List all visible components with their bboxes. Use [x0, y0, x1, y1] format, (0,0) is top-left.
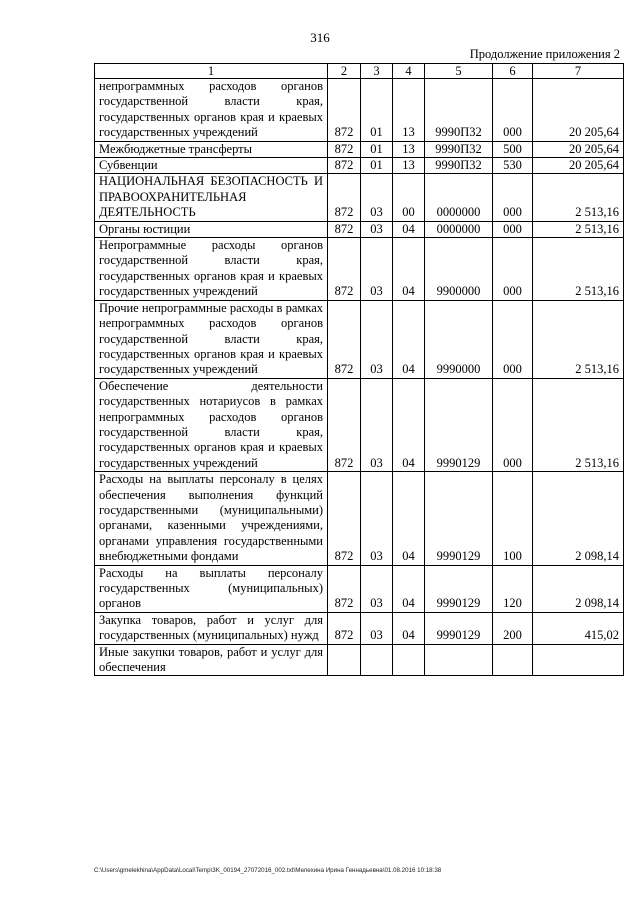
row-subsection-cell: 13 — [393, 158, 425, 174]
row-section-cell: 03 — [361, 174, 393, 221]
row-section-cell: 01 — [361, 79, 393, 142]
row-target-article-cell: 0000000 — [425, 221, 493, 237]
row-expense-type-cell: 000 — [493, 238, 533, 301]
header-cell: 3 — [361, 64, 393, 79]
row-section-cell: 03 — [361, 565, 393, 612]
row-section-cell: 03 — [361, 612, 393, 644]
row-expense-type-cell: 500 — [493, 141, 533, 157]
header-cell: 5 — [425, 64, 493, 79]
row-subsection-cell: 13 — [393, 141, 425, 157]
row-grbs-cell: 872 — [328, 565, 361, 612]
row-amount-cell: 2 513,16 — [533, 174, 624, 221]
row-amount-cell: 20 205,64 — [533, 141, 624, 157]
row-subsection-cell: 13 — [393, 79, 425, 142]
header-cell: 6 — [493, 64, 533, 79]
table-row — [95, 644, 624, 676]
row-section-cell: 03 — [361, 472, 393, 565]
header-cell: 7 — [533, 64, 624, 79]
row-target-article-cell: 9990129 — [425, 472, 493, 565]
row-grbs-cell — [328, 644, 361, 676]
row-amount-cell: 20 205,64 — [533, 79, 624, 142]
header-cell: 1 — [95, 64, 328, 79]
row-target-article-cell: 9900000 — [425, 238, 493, 301]
row-grbs-cell: 872 — [328, 612, 361, 644]
row-amount-cell: 2 098,14 — [533, 472, 624, 565]
row-grbs-cell: 872 — [328, 174, 361, 221]
budget-table — [94, 63, 624, 676]
row-target-article-cell: 9990П32 — [425, 158, 493, 174]
table-row — [95, 79, 624, 142]
row-name-cell: Органы юстиции — [95, 221, 328, 237]
row-name-cell: Расходы на выплаты персоналу государственных (муниципальных) органов — [95, 565, 328, 612]
row-amount-cell: 2 098,14 — [533, 565, 624, 612]
row-target-article-cell: 0000000 — [425, 174, 493, 221]
row-name-cell: Межбюджетные трансферты — [95, 141, 328, 157]
row-name-cell: Иные закупки товаров, работ и услуг для обеспечения — [95, 644, 328, 676]
table-row — [95, 174, 624, 221]
table-row — [95, 141, 624, 157]
row-amount-cell: 2 513,16 — [533, 221, 624, 237]
header-cell: 2 — [328, 64, 361, 79]
row-amount-cell: 2 513,16 — [533, 300, 624, 378]
row-target-article-cell: 9990129 — [425, 612, 493, 644]
row-subsection-cell: 04 — [393, 300, 425, 378]
table-row — [95, 158, 624, 174]
row-grbs-cell: 872 — [328, 79, 361, 142]
row-subsection-cell: 04 — [393, 472, 425, 565]
row-target-article-cell: 9990129 — [425, 378, 493, 471]
row-name-cell: Закупка товаров, работ и услуг для государственных (муниципальных) нужд — [95, 612, 328, 644]
row-section-cell: 03 — [361, 221, 393, 237]
page-number: 316 — [310, 30, 330, 45]
continuation-label: Продолжение приложения 2 — [469, 47, 620, 61]
row-target-article-cell: 9990000 — [425, 300, 493, 378]
row-amount-cell: 415,02 — [533, 612, 624, 644]
row-section-cell: 03 — [361, 378, 393, 471]
row-expense-type-cell: 000 — [493, 79, 533, 142]
row-expense-type-cell: 530 — [493, 158, 533, 174]
row-grbs-cell: 872 — [328, 158, 361, 174]
footer-file-path: C:\Users\gmelekhina\AppData\Local\Temp\3K_00194_27072016_002.txt\Мелехина Ирина Геннадьевна\01.08.2016 10:18:38 — [94, 867, 442, 874]
row-grbs-cell: 872 — [328, 472, 361, 565]
row-name-cell: непрограммных расходов органов государственной власти края, государственных органов края и краевых государственных учреждений — [95, 79, 328, 142]
row-section-cell: 03 — [361, 238, 393, 301]
row-subsection-cell: 04 — [393, 612, 425, 644]
row-grbs-cell: 872 — [328, 221, 361, 237]
row-expense-type-cell: 100 — [493, 472, 533, 565]
table-row — [95, 565, 624, 612]
row-amount-cell — [533, 644, 624, 676]
row-name-cell: Прочие непрограммные расходы в рамках непрограммных расходов органов государственной власти края, государственных органов края и краевых государственных учреждений — [95, 300, 328, 378]
row-subsection-cell: 04 — [393, 378, 425, 471]
table-row — [95, 300, 624, 378]
row-name-cell: Субвенции — [95, 158, 328, 174]
row-expense-type-cell: 000 — [493, 174, 533, 221]
row-subsection-cell: 04 — [393, 221, 425, 237]
row-section-cell: 01 — [361, 158, 393, 174]
table-row — [95, 472, 624, 565]
table-header-row — [95, 64, 624, 79]
row-amount-cell: 2 513,16 — [533, 238, 624, 301]
header-cell: 4 — [393, 64, 425, 79]
row-name-cell: Непрограммные расходы органов государственной власти края, государственных органов края и краевых государственных учреждений — [95, 238, 328, 301]
table-row — [95, 238, 624, 301]
table-row — [95, 612, 624, 644]
row-section-cell: 01 — [361, 141, 393, 157]
row-subsection-cell: 04 — [393, 565, 425, 612]
row-expense-type-cell: 000 — [493, 378, 533, 471]
row-target-article-cell — [425, 644, 493, 676]
row-amount-cell: 20 205,64 — [533, 158, 624, 174]
row-section-cell — [361, 644, 393, 676]
row-expense-type-cell: 000 — [493, 300, 533, 378]
row-expense-type-cell: 120 — [493, 565, 533, 612]
row-target-article-cell: 9990П32 — [425, 79, 493, 142]
row-section-cell: 03 — [361, 300, 393, 378]
row-expense-type-cell: 000 — [493, 221, 533, 237]
row-grbs-cell: 872 — [328, 378, 361, 471]
row-target-article-cell: 9990129 — [425, 565, 493, 612]
row-name-cell: Обеспечение деятельности государственных нотариусов в рамках непрограммных расходов органов государственной власти края, государственных органов края и краевых государственных учреждений — [95, 378, 328, 471]
row-subsection-cell — [393, 644, 425, 676]
row-subsection-cell: 04 — [393, 238, 425, 301]
row-name-cell: НАЦИОНАЛЬНАЯ БЕЗОПАСНОСТЬ И ПРАВООХРАНИТЕЛЬНАЯ ДЕЯТЕЛЬНОСТЬ — [95, 174, 328, 221]
row-name-cell: Расходы на выплаты персоналу в целях обеспечения выполнения функций государственными (муниципальными) органами, казенными учреждениями, органами управления государственными внебюджетными фондами — [95, 472, 328, 565]
row-grbs-cell: 872 — [328, 300, 361, 378]
row-target-article-cell: 9990П32 — [425, 141, 493, 157]
row-grbs-cell: 872 — [328, 238, 361, 301]
table-row — [95, 221, 624, 237]
row-expense-type-cell: 200 — [493, 612, 533, 644]
row-amount-cell: 2 513,16 — [533, 378, 624, 471]
row-expense-type-cell — [493, 644, 533, 676]
row-grbs-cell: 872 — [328, 141, 361, 157]
table-row — [95, 378, 624, 471]
row-subsection-cell: 00 — [393, 174, 425, 221]
